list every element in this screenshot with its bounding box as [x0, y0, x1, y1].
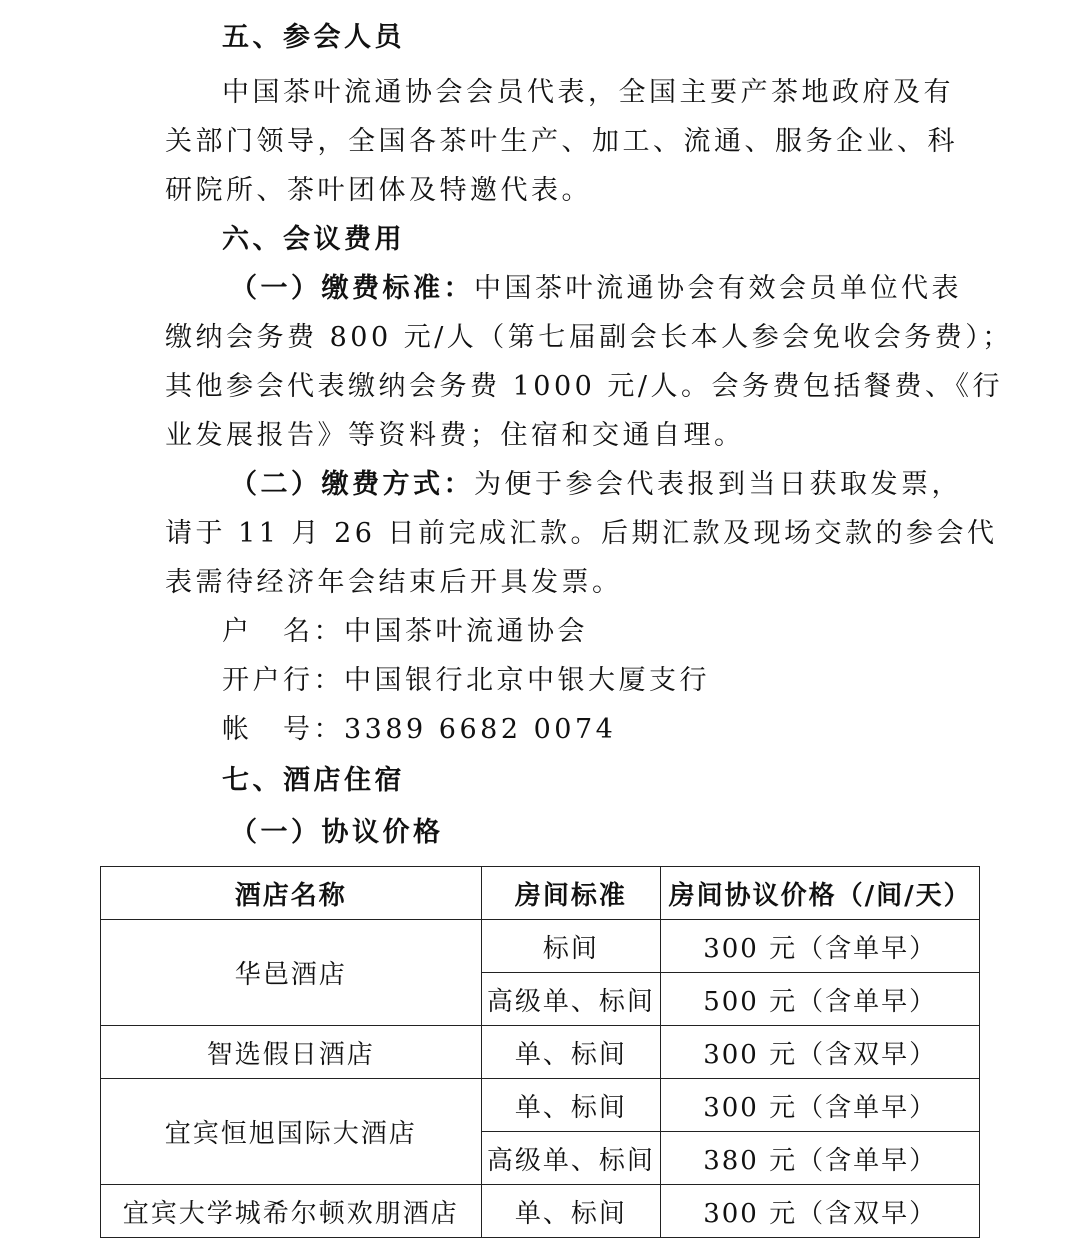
room-type-cell: 高级单、标间: [481, 973, 661, 1026]
paragraph-text: 中国茶叶流通协会有效会员单位代表: [474, 273, 962, 304]
payment-method-line: [230, 460, 990, 509]
room-type-cell: 单、标间: [481, 1079, 661, 1132]
paragraph-text: 为便于参会代表报到当日获取发票，: [474, 469, 962, 500]
fee-standard-label: （一）缴费标准：: [230, 273, 474, 304]
paragraph-line: 中国茶叶流通协会会员代表，全国主要产茶地政府及有: [222, 77, 954, 108]
account-number-label: 帐 号：: [222, 714, 344, 745]
table-header-row: [101, 867, 980, 920]
section-heading-hotel: 七、酒店住宿: [222, 765, 405, 796]
table-row: [101, 1026, 980, 1079]
section-heading-fees: 六、会议费用: [222, 224, 405, 255]
hotel-name-cell: 智选假日酒店: [101, 1026, 482, 1079]
paragraph-line: 其他参会代表缴纳会务费 1000 元/人。会务费包括餐费、《行: [165, 371, 1003, 402]
price-cell: 380 元（含单早）: [661, 1132, 980, 1185]
hotel-price-table: [100, 866, 980, 1238]
hotel-name-cell: 华邑酒店: [101, 920, 482, 1026]
bank-label: 开户行：: [222, 665, 344, 696]
bank-value: 中国银行北京中银大厦支行: [344, 665, 710, 696]
paragraph-line: 表需待经济年会结束后开具发票。: [165, 567, 623, 598]
hotel-name-cell: 宜宾大学城希尔顿欢朋酒店: [101, 1185, 482, 1238]
room-type-cell: 单、标间: [481, 1026, 661, 1079]
header-hotel-name: 酒店名称: [101, 867, 482, 920]
paragraph-line: 缴纳会务费 800 元/人（第七届副会长本人参会免收会务费）；: [165, 322, 1013, 353]
price-cell: 300 元（含双早）: [661, 1185, 980, 1238]
table-row: [101, 920, 980, 973]
room-type-cell: 高级单、标间: [481, 1132, 661, 1185]
subheading-agreed-price: （一）协议价格: [230, 817, 444, 848]
account-name-line: [222, 607, 982, 656]
account-number-line: [222, 705, 982, 754]
paragraph-line: 业发展报告》等资料费；住宿和交通自理。: [165, 420, 745, 451]
room-type-cell: 单、标间: [481, 1185, 661, 1238]
header-price: 房间协议价格（/间/天）: [661, 867, 980, 920]
fee-standard-line: [230, 264, 990, 313]
price-cell: 500 元（含单早）: [661, 973, 980, 1026]
paragraph-line: 研院所、茶叶团体及特邀代表。: [165, 175, 592, 206]
room-type-cell: 标间: [481, 920, 661, 973]
account-name-label: 户 名：: [222, 616, 344, 647]
price-cell: 300 元（含单早）: [661, 1079, 980, 1132]
paragraph-line: 关部门领导，全国各茶叶生产、加工、流通、服务企业、科: [165, 126, 958, 157]
header-room-type: 房间标准: [481, 867, 661, 920]
hotel-name-cell: 宜宾恒旭国际大酒店: [101, 1079, 482, 1185]
account-name-value: 中国茶叶流通协会: [344, 616, 588, 647]
price-cell: 300 元（含单早）: [661, 920, 980, 973]
price-cell: 300 元（含双早）: [661, 1026, 980, 1079]
account-number-value: 3389 6682 0074: [344, 714, 617, 745]
table-row: [101, 1185, 980, 1238]
bank-line: [222, 656, 982, 705]
paragraph-line: 请于 11 月 26 日前完成汇款。后期汇款及现场交款的参会代: [165, 518, 998, 549]
payment-method-label: （二）缴费方式：: [230, 469, 474, 500]
section-heading-attendees: 五、参会人员: [222, 22, 405, 53]
table-row: [101, 1079, 980, 1132]
